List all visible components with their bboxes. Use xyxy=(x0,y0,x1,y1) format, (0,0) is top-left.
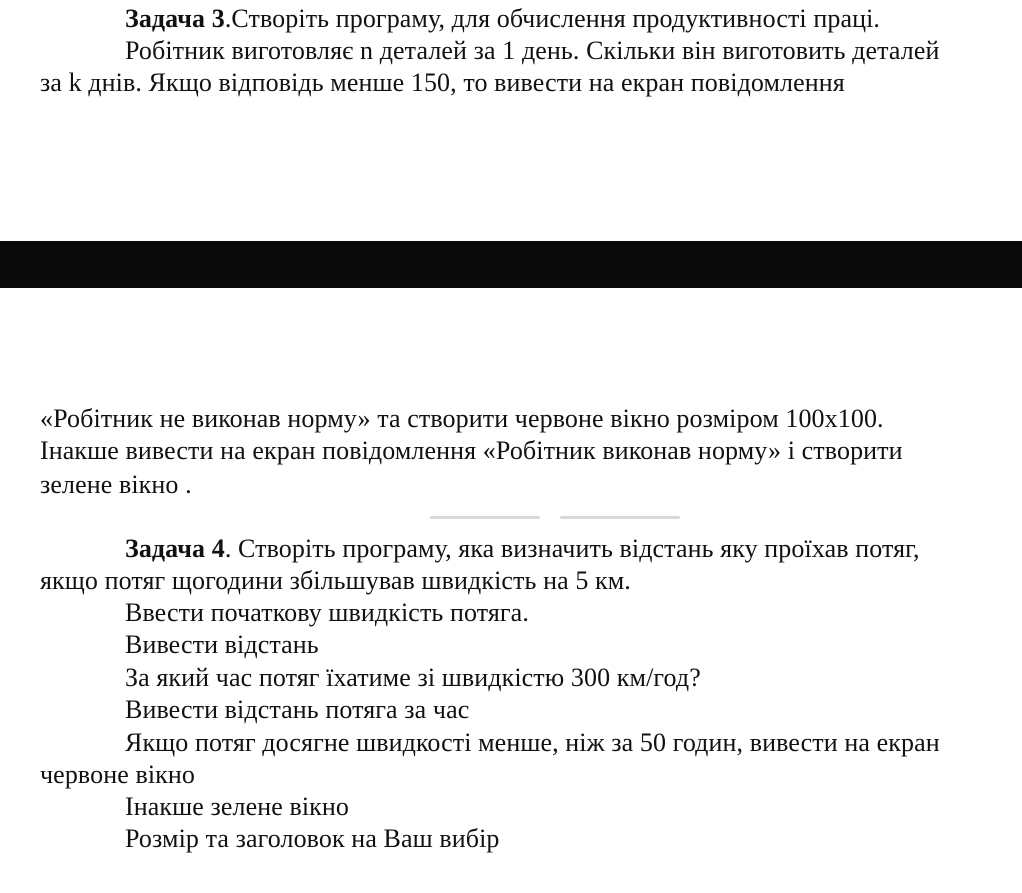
task4-step-continuation: червоне вікно xyxy=(40,760,196,789)
task3-line-1 xyxy=(125,3,880,35)
task4-step: Вивести відстань потяга за час xyxy=(125,695,470,724)
task4-step: Розмір та заголовок на Ваш вибір xyxy=(125,824,500,853)
task3-line-3: за k днів. Якщо відповідь менше 150, то вивести на екран повідомлення xyxy=(40,68,845,97)
task3-line-6: зелене вікно . xyxy=(40,470,192,499)
task3-line-2: Робітник виготовляє n деталей за 1 день. Скільки він виготовить деталей xyxy=(125,36,940,65)
task4-step: За який час потяг їхатиме зі швидкістю 300 км/год? xyxy=(125,663,701,692)
task4-step: Вивести відстань xyxy=(125,630,319,659)
task3-line-5: Інакше вивести на екран повідомлення «Робітник виконав норму» і створити xyxy=(40,436,903,465)
scan-artifact xyxy=(560,516,680,519)
task4-line-1 xyxy=(125,533,920,565)
task4-heading: Задача 4 xyxy=(125,534,225,563)
task4-step: Ввести початкову швидкість потяга. xyxy=(125,598,529,627)
task4-step: Якщо потяг досягне швидкості менше, ніж за 50 годин, вивести на екран xyxy=(125,728,940,757)
scan-artifact xyxy=(430,516,540,519)
task3-title-text: .Створіть програму, для обчислення продуктивності праці. xyxy=(224,4,881,33)
task4-line-2: якщо потяг щогодини збільшував швидкість на 5 км. xyxy=(40,566,631,595)
redaction-bar xyxy=(0,241,1022,288)
task4-title-text: . Створіть програму, яка визначить відстань яку проїхав потяг, xyxy=(224,534,920,563)
task3-heading: Задача 3 xyxy=(125,4,225,33)
task4-step: Інакше зелене вікно xyxy=(125,792,350,821)
task3-line-4: «Робітник не виконав норму» та створити червоне вікно розміром 100х100. xyxy=(40,404,884,433)
